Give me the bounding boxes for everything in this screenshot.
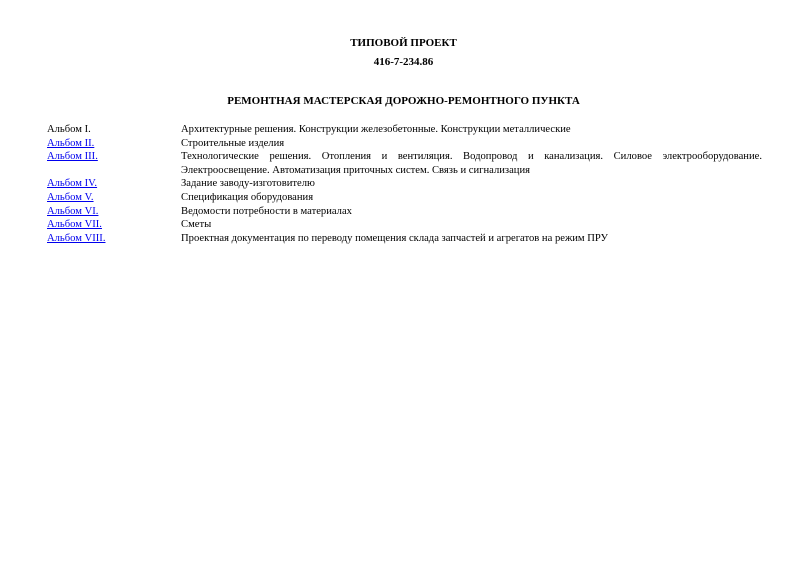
album-link-8[interactable]: Альбом VIII. bbox=[47, 232, 106, 244]
project-code: 416-7-234.86 bbox=[373, 56, 434, 68]
album-row-7 bbox=[47, 218, 762, 232]
album-description-8: Проектная документация по переводу помещения склада запчастей и агрегатов на режим ПРУ bbox=[181, 232, 609, 244]
album-description-3: Технологические решения. Отопления и вентиляция. Водопровод и канализация. Силовое электрооборудование. Электроосвещение. Автоматизация приточных систем. Связь и сигнализация bbox=[181, 151, 762, 176]
album-link-5[interactable]: Альбом V. bbox=[47, 191, 94, 203]
album-link-3[interactable]: Альбом III. bbox=[47, 151, 98, 163]
album-description-4: Задание заводу-изготовителю bbox=[181, 178, 315, 190]
album-row-1 bbox=[47, 123, 762, 137]
document-title: ТИПОВОЙ ПРОЕКТ bbox=[350, 37, 457, 49]
album-row-4 bbox=[47, 177, 762, 191]
album-row-2 bbox=[47, 137, 762, 151]
album-description-7: Сметы bbox=[181, 219, 212, 231]
album-list bbox=[47, 123, 762, 245]
album-description-1: Архитектурные решения. Конструкции железобетонные. Конструкции металлические bbox=[181, 124, 571, 135]
album-description-2: Строительные изделия bbox=[181, 137, 285, 149]
album-description-6: Ведомости потребности в материалах bbox=[181, 205, 352, 217]
album-link-6[interactable]: Альбом VI. bbox=[47, 205, 99, 217]
album-label-1: Альбом I. bbox=[47, 124, 91, 135]
album-link-4[interactable]: Альбом IV. bbox=[47, 178, 98, 190]
album-row-3 bbox=[47, 150, 762, 177]
album-link-7[interactable]: Альбом VII. bbox=[47, 219, 102, 231]
album-link-2[interactable]: Альбом II. bbox=[47, 137, 95, 149]
album-row-6 bbox=[47, 205, 762, 219]
album-description-5: Спецификация оборудования bbox=[181, 191, 314, 203]
project-name: РЕМОНТНАЯ МАСТЕРСКАЯ ДОРОЖНО-РЕМОНТНОГО ПУНКТА bbox=[227, 95, 580, 107]
album-row-8 bbox=[47, 232, 762, 246]
album-row-5 bbox=[47, 191, 762, 205]
